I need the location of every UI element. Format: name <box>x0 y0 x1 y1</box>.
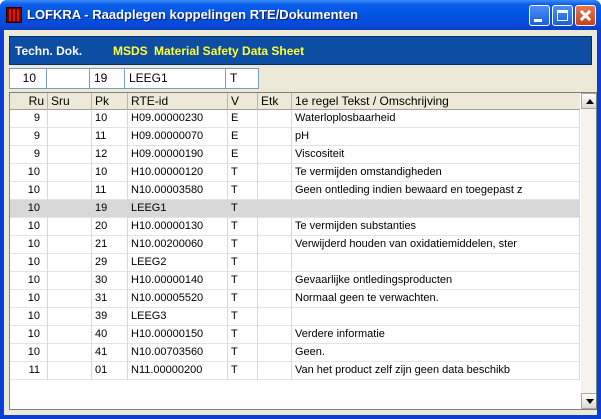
cell-text: Waterloplosbaarheid <box>292 110 580 128</box>
column-header-etk[interactable]: Etk <box>258 93 292 110</box>
cell-sru <box>48 200 92 218</box>
cell-v: T <box>228 326 258 344</box>
cell-pk: 11 <box>92 182 128 200</box>
cell-text: Normaal geen te verwachten. <box>292 290 580 308</box>
arrow-up-icon <box>586 99 594 104</box>
cell-ru: 10 <box>10 344 48 362</box>
cell-v: T <box>228 218 258 236</box>
cell-v: T <box>228 200 258 218</box>
cell-sru <box>48 182 92 200</box>
table-row[interactable] <box>10 272 580 290</box>
window-title: LOFKRA - Raadplegen koppelingen RTE/Dokumenten <box>27 7 359 22</box>
cell-v: T <box>228 164 258 182</box>
cell-sru <box>48 218 92 236</box>
cell-ru: 10 <box>10 254 48 272</box>
cell-v: E <box>228 128 258 146</box>
cell-v: T <box>228 362 258 380</box>
cell-ru: 10 <box>10 218 48 236</box>
cell-etk <box>258 110 292 128</box>
cell-v: T <box>228 236 258 254</box>
column-header-pk[interactable]: Pk <box>92 93 128 110</box>
cell-text: Geen. <box>292 344 580 362</box>
cell-ru: 10 <box>10 164 48 182</box>
cell-v: E <box>228 146 258 164</box>
cell-pk: 10 <box>92 110 128 128</box>
cell-pk: 12 <box>92 146 128 164</box>
cell-rte-id: LEEG1 <box>128 200 228 218</box>
cell-pk: 01 <box>92 362 128 380</box>
cell-rte-id: H10.00000130 <box>128 218 228 236</box>
table-row[interactable] <box>10 344 580 362</box>
table-row[interactable] <box>10 290 580 308</box>
table-row[interactable] <box>10 308 580 326</box>
cell-v: T <box>228 290 258 308</box>
cell-ru: 9 <box>10 128 48 146</box>
cell-rte-id: N10.00005520 <box>128 290 228 308</box>
cell-ru: 11 <box>10 362 48 380</box>
cell-pk: 40 <box>92 326 128 344</box>
vertical-scrollbar[interactable] <box>581 93 597 409</box>
cell-v: T <box>228 272 258 290</box>
table-row[interactable] <box>10 128 580 146</box>
field-rte-id[interactable]: LEEG1 <box>124 68 226 89</box>
minimize-button[interactable] <box>529 5 550 26</box>
table-row[interactable] <box>10 236 580 254</box>
field-v[interactable]: T <box>225 68 259 89</box>
field-pk[interactable]: 19 <box>89 68 125 89</box>
cell-rte-id: H09.00000070 <box>128 128 228 146</box>
field-sru[interactable] <box>46 68 90 89</box>
cell-rte-id: N11.00000200 <box>128 362 228 380</box>
cell-sru <box>48 344 92 362</box>
cell-text: Geen ontleding indien bewaard en toegepast z <box>292 182 580 200</box>
cell-etk <box>258 164 292 182</box>
cell-text: Viscositeit <box>292 146 580 164</box>
cell-pk: 29 <box>92 254 128 272</box>
cell-sru <box>48 326 92 344</box>
cell-ru: 9 <box>10 146 48 164</box>
cell-rte-id: H10.00000140 <box>128 272 228 290</box>
cell-pk: 19 <box>92 200 128 218</box>
cell-rte-id: H09.00000190 <box>128 146 228 164</box>
cell-rte-id: N10.00703560 <box>128 344 228 362</box>
table-row[interactable] <box>10 326 580 344</box>
cell-rte-id: H10.00000120 <box>128 164 228 182</box>
cell-ru: 10 <box>10 290 48 308</box>
cell-ru: 10 <box>10 272 48 290</box>
cell-text <box>292 254 580 272</box>
cell-v: T <box>228 254 258 272</box>
cell-ru: 10 <box>10 182 48 200</box>
table-row[interactable] <box>10 182 580 200</box>
cell-pk: 30 <box>92 272 128 290</box>
table-row[interactable] <box>10 218 580 236</box>
cell-rte-id: LEEG3 <box>128 308 228 326</box>
cell-etk <box>258 236 292 254</box>
column-header-text[interactable]: 1e regel Tekst / Omschrijving <box>295 94 449 108</box>
arrow-down-icon <box>586 399 594 404</box>
cell-etk <box>258 362 292 380</box>
cell-v: T <box>228 308 258 326</box>
cell-pk: 21 <box>92 236 128 254</box>
table-row[interactable] <box>10 254 580 272</box>
cell-etk <box>258 272 292 290</box>
cell-pk: 39 <box>92 308 128 326</box>
cell-sru <box>48 290 92 308</box>
cell-sru <box>48 164 92 182</box>
minimize-icon <box>534 19 542 22</box>
cell-etk <box>258 290 292 308</box>
cell-rte-id: N10.00200060 <box>128 236 228 254</box>
document-code: MSDS <box>113 44 148 58</box>
cell-etk <box>258 128 292 146</box>
document-type-label: Techn. Dok. <box>15 44 83 58</box>
document-header <box>9 36 592 65</box>
column-header-ru[interactable]: Ru <box>10 93 48 110</box>
table-row[interactable] <box>10 164 580 182</box>
cell-text <box>292 200 580 218</box>
column-header-v[interactable]: V <box>228 93 258 110</box>
scroll-down-button[interactable] <box>581 393 597 409</box>
cell-sru <box>48 362 92 380</box>
cell-ru: 10 <box>10 200 48 218</box>
cell-sru <box>48 272 92 290</box>
cell-etk <box>258 254 292 272</box>
cell-sru <box>48 254 92 272</box>
cell-text: Van het product zelf zijn geen data beschikb <box>292 362 580 380</box>
links-table <box>9 92 597 410</box>
cell-sru <box>48 308 92 326</box>
cell-text: Te vermijden omstandigheden <box>292 164 580 182</box>
cell-text: Verdere informatie <box>292 326 580 344</box>
table-row[interactable] <box>10 362 580 380</box>
document-description: Material Safety Data Sheet <box>154 44 305 58</box>
cell-pk: 31 <box>92 290 128 308</box>
cell-etk <box>258 326 292 344</box>
cell-text: pH <box>292 128 580 146</box>
cell-text: Te vermijden substanties <box>292 218 580 236</box>
cell-v: T <box>228 182 258 200</box>
cell-etk <box>258 200 292 218</box>
cell-ru: 10 <box>10 236 48 254</box>
close-icon <box>576 6 595 25</box>
table-row[interactable] <box>10 146 580 164</box>
table-row[interactable] <box>10 200 580 218</box>
window-client-area <box>4 30 597 415</box>
maximize-button[interactable] <box>552 5 573 26</box>
cell-rte-id: LEEG2 <box>128 254 228 272</box>
cell-etk <box>258 344 292 362</box>
cell-rte-id: H10.00000150 <box>128 326 228 344</box>
field-ru[interactable]: 10 <box>9 68 47 89</box>
cell-v: T <box>228 344 258 362</box>
cell-pk: 11 <box>92 128 128 146</box>
cell-etk <box>258 146 292 164</box>
title-bar[interactable] <box>0 0 601 30</box>
cell-text <box>292 308 580 326</box>
cell-sru <box>48 128 92 146</box>
cell-etk <box>258 308 292 326</box>
cell-ru: 10 <box>10 326 48 344</box>
cell-pk: 41 <box>92 344 128 362</box>
cell-etk <box>258 182 292 200</box>
scroll-up-button[interactable] <box>581 93 597 109</box>
cell-ru: 9 <box>10 110 48 128</box>
close-button[interactable] <box>575 5 596 26</box>
cell-sru <box>48 236 92 254</box>
cell-etk <box>258 218 292 236</box>
app-icon[interactable] <box>6 7 22 23</box>
cell-sru <box>48 146 92 164</box>
maximize-icon <box>557 10 568 21</box>
cell-ru: 10 <box>10 308 48 326</box>
cell-text: Verwijderd houden van oxidatiemiddelen, ster <box>292 236 580 254</box>
cell-pk: 10 <box>92 164 128 182</box>
cell-sru <box>48 110 92 128</box>
table-row[interactable] <box>10 110 580 128</box>
cell-text: Gevaarlijke ontledingsproducten <box>292 272 580 290</box>
cell-rte-id: N10.00003580 <box>128 182 228 200</box>
column-header-rte-id[interactable]: RTE-id <box>128 93 228 110</box>
table-header <box>10 93 580 110</box>
cell-pk: 20 <box>92 218 128 236</box>
cell-rte-id: H09.00000230 <box>128 110 228 128</box>
cell-v: E <box>228 110 258 128</box>
column-header-sru[interactable]: Sru <box>48 93 92 110</box>
